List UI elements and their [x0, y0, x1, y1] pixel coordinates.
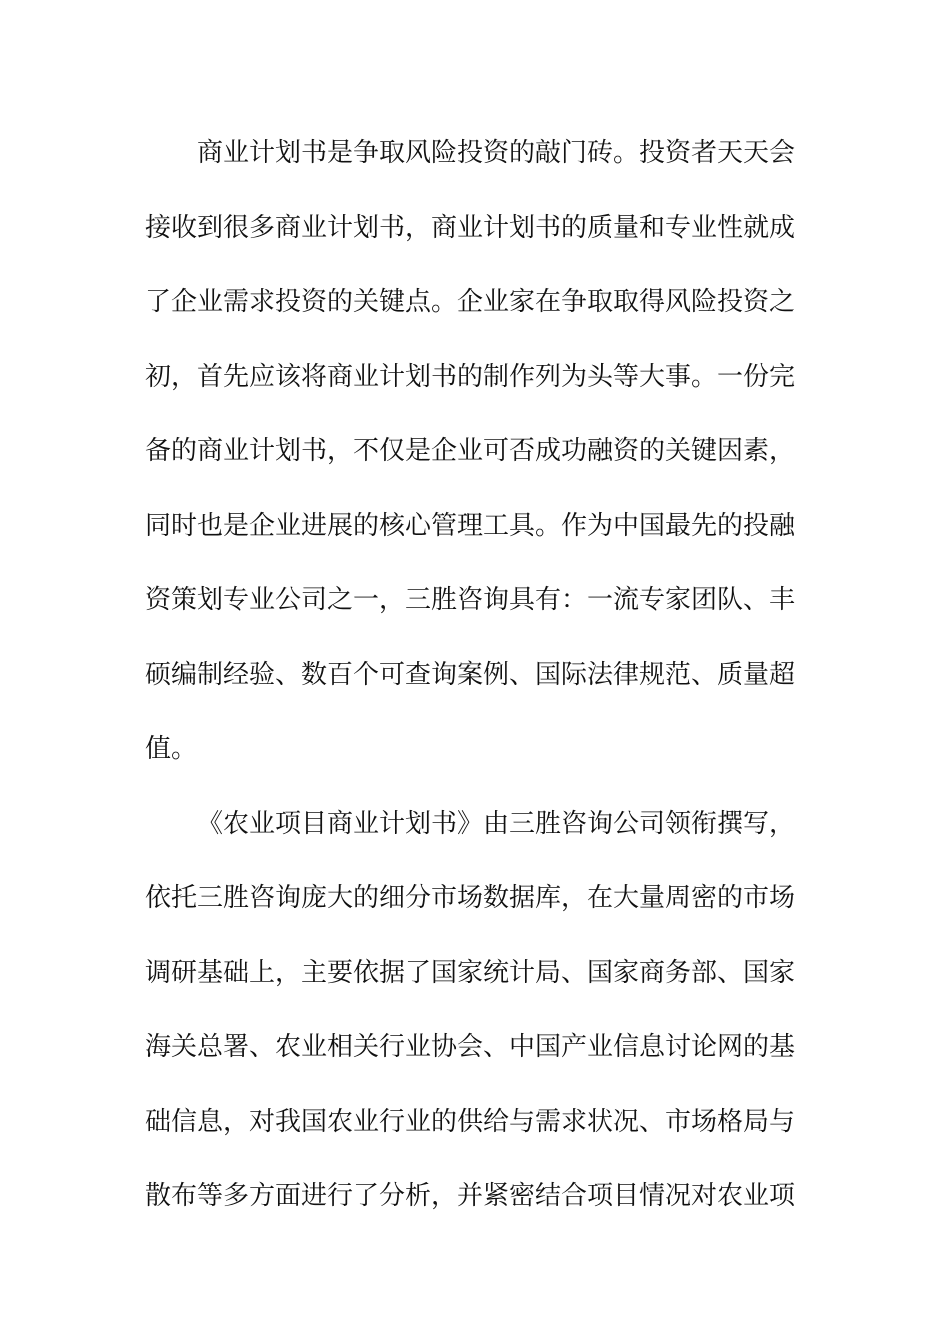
text-line: 同时也是企业进展的核心管理工具。作为中国最先的投融: [145, 510, 796, 541]
document-body: [145, 116, 810, 1234]
text-line: 《农业项目商业计划书》由三胜咨询公司领衔撰写，: [197, 808, 796, 839]
text-line: 了企业需求投资的关键点。企业家在争取取得风险投资之: [145, 287, 796, 317]
text-line: 初，首先应该将商业计划书的制作列为头等大事。一份完: [145, 361, 796, 392]
paragraph-1: [145, 116, 810, 787]
text-line: 值。: [145, 734, 198, 764]
text-line: 依托三胜咨询庞大的细分市场数据库，在大量周密的市场: [145, 883, 796, 913]
text-line: 调研基础上，主要依据了国家统计局、国家商务部、国家: [145, 957, 796, 988]
text-line: 硕编制经验、数百个可查询案例、国际法律规范、质量超: [145, 659, 796, 690]
text-line: 接收到很多商业计划书，商业计划书的质量和专业性就成: [145, 212, 796, 243]
text-line: 资策划专业公司之一，三胜咨询具有：一流专家团队、丰: [145, 585, 796, 615]
text-line: 海关总署、农业相关行业协会、中国产业信息讨论网的基: [145, 1032, 796, 1062]
text-line: 散布等多方面进行了分析，并紧密结合项目情况对农业项: [145, 1181, 796, 1211]
paragraph-2: [145, 787, 810, 1234]
text-line: 础信息，对我国农业行业的供给与需求状况、市场格局与: [145, 1106, 796, 1137]
text-line: 备的商业计划书，不仅是企业可否成功融资的关键因素，: [145, 436, 796, 466]
text-line: 商业计划书是争取风险投资的敲门砖。投资者天天会: [197, 138, 796, 168]
